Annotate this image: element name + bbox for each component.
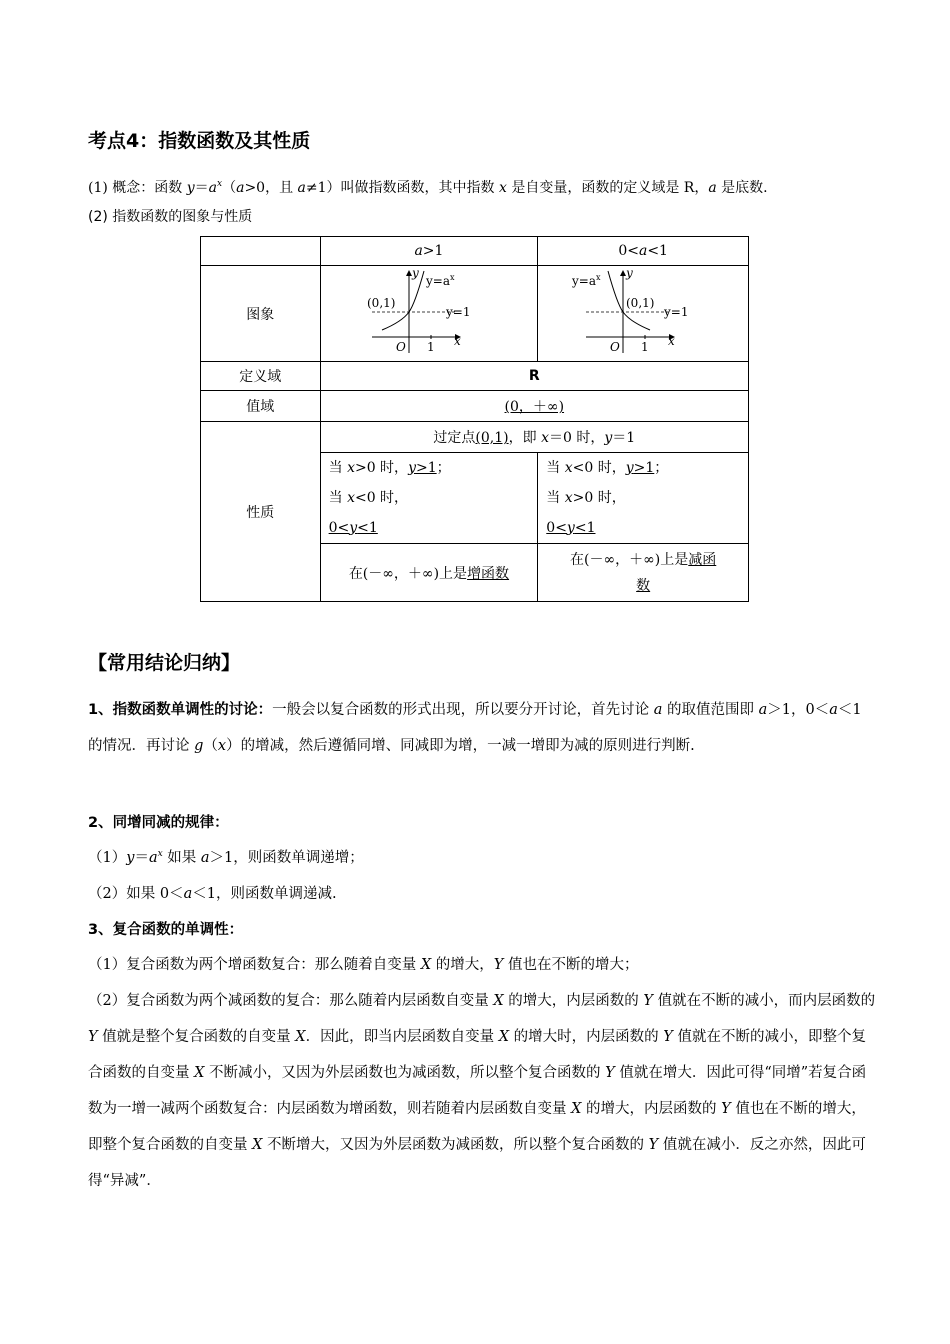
x-axis-label: x xyxy=(453,333,461,348)
row-label-domain: 定义域 xyxy=(201,362,321,391)
line-label: y=1 xyxy=(445,304,471,319)
conclusion-1: 1、指数函数单调性的讨论：一般会以复合函数的形式出现，所以要分开讨论，首先讨论 a 的取值范围即 a＞1，0＜a＜1 的情况．再讨论 g（x）的增减，然后遵循同增、同减即为增，一减一增即为减的原则进行判断. xyxy=(88,702,862,754)
fixed-point: 过定点(0,1)，即 x＝0 时，y＝1 xyxy=(320,422,748,453)
domain-value: R xyxy=(320,362,748,391)
origin-label: O xyxy=(610,339,620,354)
point-label: (0,1) xyxy=(626,295,655,310)
tick-1-label: 1 xyxy=(641,339,649,354)
tick-1-label: 1 xyxy=(426,339,435,354)
row-label-range: 值域 xyxy=(201,391,321,422)
header-a-lt-1: 0<a<1 xyxy=(538,237,749,266)
header-a-gt-1: a>1 xyxy=(320,237,538,266)
conclusion-2-line2: （2）如果 0＜a＜1，则函数单调递减. xyxy=(88,886,337,902)
concept-line: (1) 概念：函数 $y=a^x(a>0$，且 a≠1）叫做指数函数，其中指数 x 是自变量，函数的定义域是 R，a 是底数. xyxy=(88,179,768,196)
row-label-props: 性质 xyxy=(201,422,321,602)
header-blank xyxy=(201,237,321,266)
conclusion-3-paragraph: （2）复合函数为两个减函数的复合：那么随着内层函数自变量 X 的增大，内层函数的 Y 值就在不断的减小，而内层函数的 Y 值就是整个复合函数的自变量 X．因此，即当内层函数自变量 X 的增大时，内层函数的 Y 值就在不断的减小，即整个复合函数的自变量 X 不断减小，又因为外层函数也为减函数，所以整个复合函数的 Y 值就在增大．因此可得“同增”若复合函数为一增一减两个函数复合：内层函数为增函数，则若随着内层函数自变量 X 的增大，内层函数的 Y 值也在不断的增大，即整个复合函数的自变量 X 不断增大，又因为外层函数为减函数，所以整个复合函数的 Y 值就在减小．反之亦然，因此可得“异减”． xyxy=(88,993,876,1189)
graph-increasing-svg xyxy=(364,267,494,357)
page-heading: 考点4：指数函数及其性质 xyxy=(88,130,311,152)
props-increasing: 当 x>0 时，y>1； 当 x<0 时， 0<y<1 xyxy=(320,453,538,544)
graph-decreasing xyxy=(538,266,749,362)
conclusion-3-line1: （1）复合函数为两个增函数复合：那么随着自变量 X 的增大，Y 值也在不断的增大； xyxy=(88,957,639,973)
y-axis-label: y xyxy=(411,265,419,280)
origin-label: O xyxy=(395,339,406,354)
section-title: 【常用结论归纳】 xyxy=(88,652,241,674)
range-value: (0，＋∞) xyxy=(320,391,748,422)
props-decreasing: 当 x<0 时，y>1； 当 x>0 时， 0<y<1 xyxy=(538,453,749,544)
mono-increasing: 在(－∞，＋∞)上是增函数 xyxy=(320,544,538,602)
conclusion-2-line1: $(1)y=a^x$ 如果 a＞1，则函数单调递增； xyxy=(88,849,364,866)
graph-section-title: (2) 指数函数的图象与性质 xyxy=(88,209,253,225)
graph-increasing xyxy=(320,266,538,362)
conclusion-3-title: 3、复合函数的单调性： xyxy=(88,922,244,938)
curve-label: $y=a^x$ xyxy=(572,272,601,288)
x-axis-label: x xyxy=(668,333,675,348)
conclusion-2-title: 2、同增同减的规律： xyxy=(88,815,229,831)
point-label: (0,1) xyxy=(366,295,396,310)
mono-decreasing: 在(－∞，＋∞)上是减函 数 xyxy=(538,544,749,602)
property-table xyxy=(200,236,749,602)
line-label: y=1 xyxy=(664,304,689,319)
curve-label: $y=a^x$ xyxy=(425,272,455,288)
graph-decreasing-svg xyxy=(572,265,708,357)
y-axis-label: y xyxy=(626,265,633,280)
row-label-graph: 图象 xyxy=(201,266,321,362)
